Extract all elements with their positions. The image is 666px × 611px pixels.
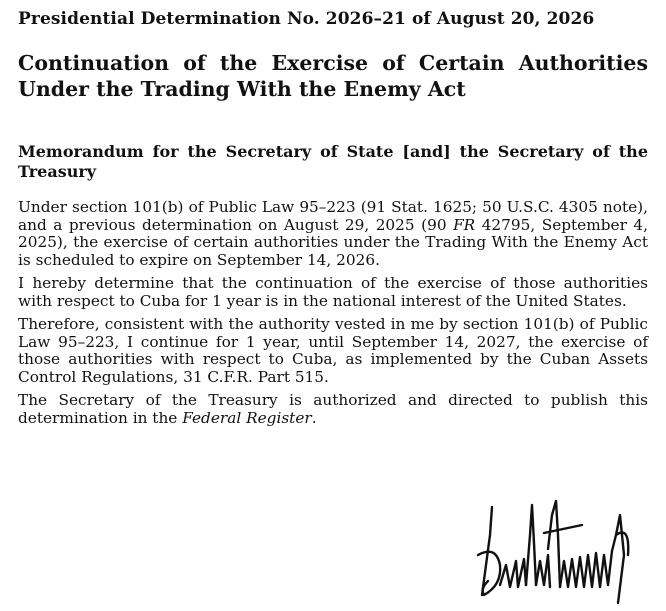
federal-register-abbrev: FR [453,215,476,234]
paragraph-2: I hereby determine that the continuation of the exercise of those authorities with respect to Cuba for 1 year is in the national interest of the United States. [18,274,648,310]
memorandum-line: Memorandum for the Secretary of State [and] the Secretary of the Treasury [18,142,648,181]
document-body [18,199,648,433]
federal-register-title: Federal Register [182,408,312,427]
document-title: Continuation of the Exercise of Certain Authorities Under the Trading With the Enemy Act [18,51,648,101]
paragraph-4-text-a: The Secretary of the Treasury is authorized and directed to publish this determination in the [18,391,648,427]
paragraph-3: Therefore, consistent with the authority vested in me by section 101(b) of Public Law 95–223, I continue for 1 year, until September 14, 2027, the exercise of those authorities with respect to Cuba, as implemented by the Cuban Assets Control Regulations, 31 C.F.R. Part 515. [18,315,648,386]
paragraph-1 [18,199,648,269]
paragraph-4 [18,392,648,427]
signature-icon [470,495,640,605]
paragraph-1-text-a: Under section 101(b) of Public Law 95–223 (91 Stat. 1625; 50 U.S.C. 4305 note), and a previous determination on August 29, 2025 (90 [18,198,648,234]
determination-header: Presidential Determination No. 2026–21 of August 20, 2026 [18,9,595,29]
paragraph-4-text-b: . [311,408,317,427]
paragraph-1-text-b: 42795, September 4, 2025), the exercise of certain authorities under the Trading With the Enemy Act is scheduled to expire on September 14, 2026. [18,215,648,269]
